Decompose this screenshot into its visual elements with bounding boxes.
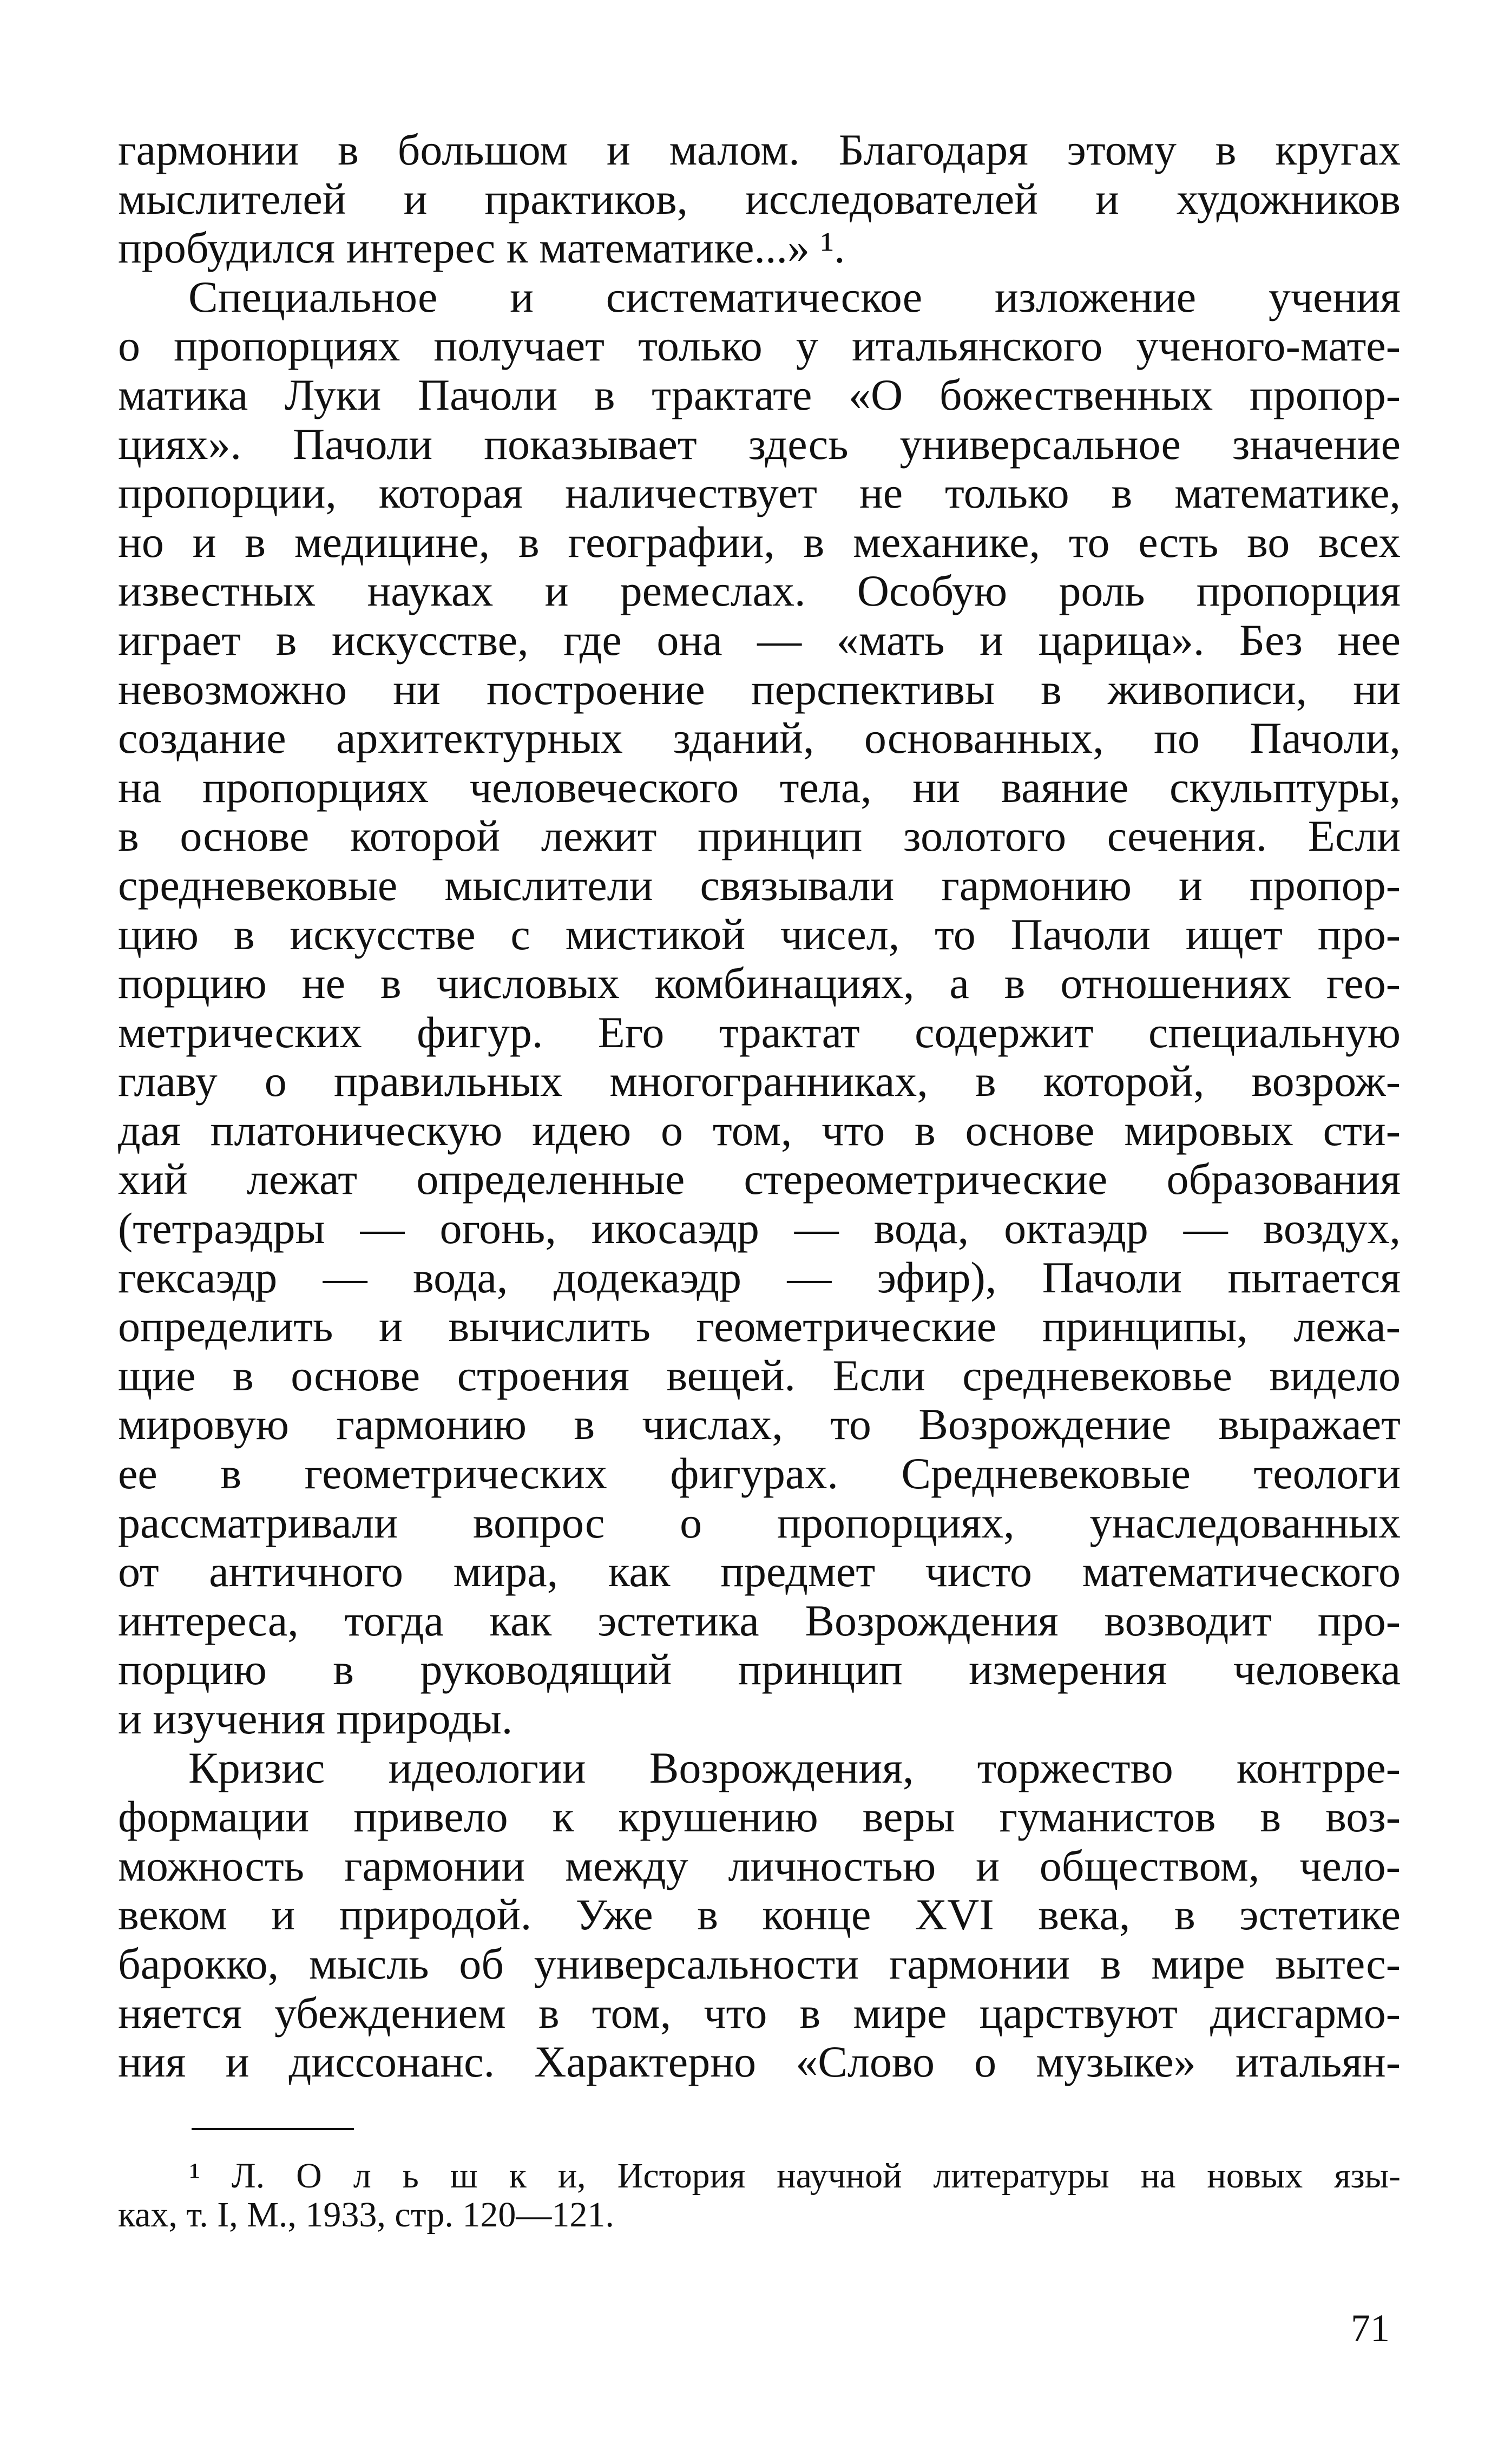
text-line: хий лежат определенные стереометрические образования xyxy=(118,1155,1401,1204)
text-line: в основе которой лежит принцип золотого сечения. Если xyxy=(118,812,1401,861)
text-line: цию в искусстве с мистикой чисел, то Пачоли ищет про- xyxy=(118,910,1401,959)
footnote-line: ¹ Л. О л ь ш к и, История научной литературы на новых язы- xyxy=(189,2157,1401,2196)
text-line: веком и природой. Уже в конце XVI века, в эстетике xyxy=(118,1890,1401,1940)
text-line: барокко, мысль об универсальности гармонии в мире вытес- xyxy=(118,1939,1401,1988)
text-line: циях». Пачоли показывает здесь универсальное значение xyxy=(118,419,1401,469)
text-line: дая платоническую идею о том, что в основе мировых сти- xyxy=(118,1106,1401,1155)
text-line: гармонии в большом и малом. Благодаря этому в кругах xyxy=(118,126,1401,174)
text-line: пропорции, которая наличествует не только в математике, xyxy=(118,469,1401,518)
text-line: мыслителей и практиков, исследователей и художников xyxy=(118,174,1401,224)
text-line: главу о правильных многогранниках, в которой, возрож- xyxy=(118,1057,1401,1106)
text-line: невозможно ни построение перспективы в живописи, ни xyxy=(118,665,1401,714)
text-line: метрических фигур. Его трактат содержит специальную xyxy=(118,1008,1401,1057)
text-line: интереса, тогда как эстетика Возрождения возводит про- xyxy=(118,1596,1401,1645)
text-line: можность гармонии между личностью и обществом, чело- xyxy=(118,1841,1401,1890)
text-line: гексаэдр — вода, додекаэдр — эфир), Пачоли пытается xyxy=(118,1253,1401,1302)
text-line: Кризис идеологии Возрождения, торжество контрре- xyxy=(188,1743,1401,1792)
page-number: 71 xyxy=(1351,2307,1390,2350)
text-line: порцию не в числовых комбинациях, а в отношениях гео- xyxy=(118,959,1401,1008)
text-line: пробудился интерес к математике...» ¹. xyxy=(118,224,845,273)
body-text xyxy=(118,126,1401,2087)
text-line: рассматривали вопрос о пропорциях, унаследованных xyxy=(118,1498,1401,1547)
footnote xyxy=(118,2157,1401,2235)
footnote-divider xyxy=(192,2128,354,2130)
text-line: матика Луки Пачоли в трактате «О божественных пропор- xyxy=(118,370,1401,419)
text-line: и изучения природы. xyxy=(118,1694,513,1743)
text-line: няется убеждением в том, что в мире царствуют дисгармо- xyxy=(118,1988,1401,2038)
text-line: Специальное и систематическое изложение учения xyxy=(188,272,1401,321)
text-line: ния и диссонанс. Характерно «Слово о музыке» итальян- xyxy=(118,2038,1401,2087)
text-line: играет в искусстве, где она — «мать и царица». Без нее xyxy=(118,615,1401,665)
text-line: известных науках и ремеслах. Особую роль пропорция xyxy=(118,567,1401,616)
text-line: (тетраэдры — огонь, икосаэдр — вода, октаэдр — воздух, xyxy=(118,1204,1401,1253)
text-line: о пропорциях получает только у итальянского ученого-мате- xyxy=(118,321,1401,371)
text-line: создание архитектурных зданий, основанных, по Пачоли, xyxy=(118,714,1401,763)
footnote-line: ках, т. I, М., 1933, стр. 120—121. xyxy=(118,2196,614,2235)
text-line: ее в геометрических фигурах. Средневековые теологи xyxy=(118,1449,1401,1499)
text-line: формации привело к крушению веры гуманистов в воз- xyxy=(118,1792,1401,1842)
text-line: средневековые мыслители связывали гармонию и пропор- xyxy=(118,860,1401,910)
text-line: мировую гармонию в числах, то Возрождение выражает xyxy=(118,1400,1401,1449)
text-line: порцию в руководящий принцип измерения человека xyxy=(118,1645,1401,1694)
text-line: но и в медицине, в географии, в механике, то есть во всех xyxy=(118,517,1401,567)
text-line: от античного мира, как предмет чисто математического xyxy=(118,1547,1401,1596)
text-line: определить и вычислить геометрические принципы, лежа- xyxy=(118,1302,1401,1351)
text-line: щие в основе строения вещей. Если средневековье видело xyxy=(118,1351,1401,1400)
text-line: на пропорциях человеческого тела, ни ваяние скульптуры, xyxy=(118,763,1401,812)
